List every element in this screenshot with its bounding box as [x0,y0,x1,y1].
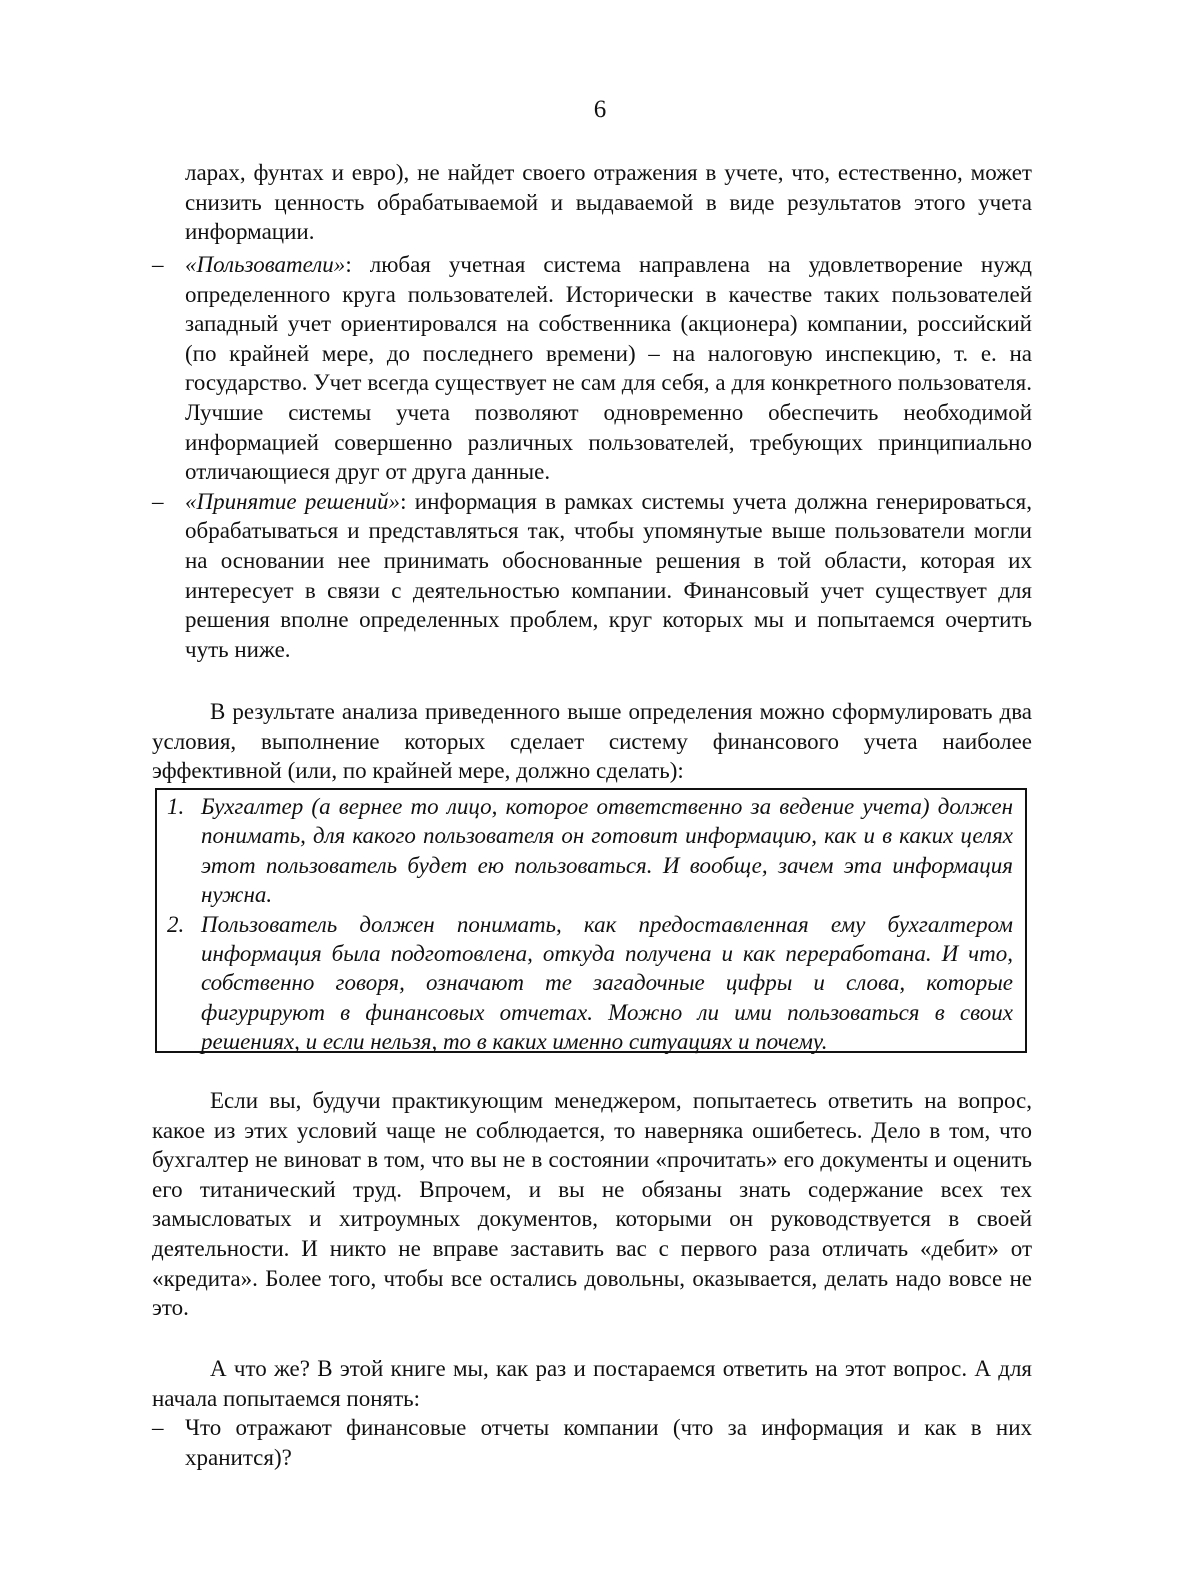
list-item-text: : любая учетная система направлена на удовлетворение нужд определенного круга пользователей. Исторически в качестве таких пользователей западный учет ориентировался на собственника (акционера) компании, российский (по крайней мере, до последнего времени) – на налоговую инспекцию, т. е. на государство. Учет всегда существует не сам для себя, а для конкретного пользователя. Лучшие системы учета позволяют одновременно обеспечить необходимой информацией совершенно различных пользователей, требующих принципиально отличающиеся друг от друга данные. [185,252,1032,485]
list-item-text: Что отражают финансовые отчеты компании (что за информация и как в них хранится)? [185,1415,1032,1470]
list-dash: – [152,1415,164,1440]
term-decisions: «Принятие решений» [185,488,401,514]
condition-number: 2. [167,911,185,937]
list-dash: – [152,488,164,514]
list-item-users [152,250,1032,487]
continuation-paragraph: ларах, фунтах и евро), не найдет своего отражения в учете, что, естественно, может снизить ценность обрабатываемой и выдаваемой в виде результатов этого учета информации. [185,160,1032,245]
term-users: «Пользователи» [185,252,346,277]
list-item-decisions [152,487,1032,665]
list-dash: – [152,252,164,277]
list-item-text: : информация в рамках системы учета должна генерироваться, обрабатываться и представляться так, чтобы упомянутые выше пользователи могли на основании нее принимать обоснованные решения в той области, которая их интересует в связи с деятельностью компании. Финансовый учет существует для решения вполне определенных проблем, круг которых мы и попытаемся очертить чуть ниже. [185,488,1032,662]
page-number: 6 [593,96,607,123]
book-paragraph: А что же? В этой книге мы, как раз и постараемся ответить на этот вопрос. А для начала попытаемся понять: [152,1356,1032,1411]
condition-text: Пользователь должен понимать, как предоставленная ему бухгалтером информация была подготовлена, откуда получена и как переработана. И что, собственно говоря, означают те загадочные цифры и слова, которые фигурируют в финансовых отчетах. Можно ли ими пользоваться в своих решениях, и если нельзя, то в каких именно ситуациях и почему. [201,911,1013,1055]
list-item-question [152,1413,1032,1472]
question-list [152,1413,1032,1472]
conditions-box [155,788,1027,1053]
condition-text: Бухгалтер (а вернее то лицо, которое ответственно за ведение учета) должен понимать, для какого пользователя он готовит информацию, как и в каких целях этот пользователь будет ею пользоваться. И вообще, зачем эта информация нужна. [201,794,1013,908]
manager-paragraph: Если вы, будучи практикующим менеджером, попытаетесь ответить на вопрос, какое из этих условий чаще не соблюдается, то наверняка ошибетесь. Дело в том, что бухгалтер не виноват в том, что вы не в состоянии «прочитать» его документы и оценить его титанический труд. Впрочем, и вы не обязаны знать содержание всех тех замысловатых и хитроумных документов, которыми он руководствуется в своей деятельности. И никто не вправе заставить вас с первого раза отличать «дебит» от «кредита». Более того, чтобы все остались довольны, оказывается, делать надо вовсе не это. [152,1088,1032,1321]
definition-list-top [152,250,1032,664]
condition-item-1 [167,792,1013,910]
condition-item-2 [167,910,1013,1057]
condition-number: 1. [167,794,185,819]
conditions-paragraph: В результате анализа приведенного выше определения можно сформулировать два условия, выполнение которых сделает систему финансового учета наиболее эффективной (или, по крайней мере, должно сделать): [152,699,1032,784]
